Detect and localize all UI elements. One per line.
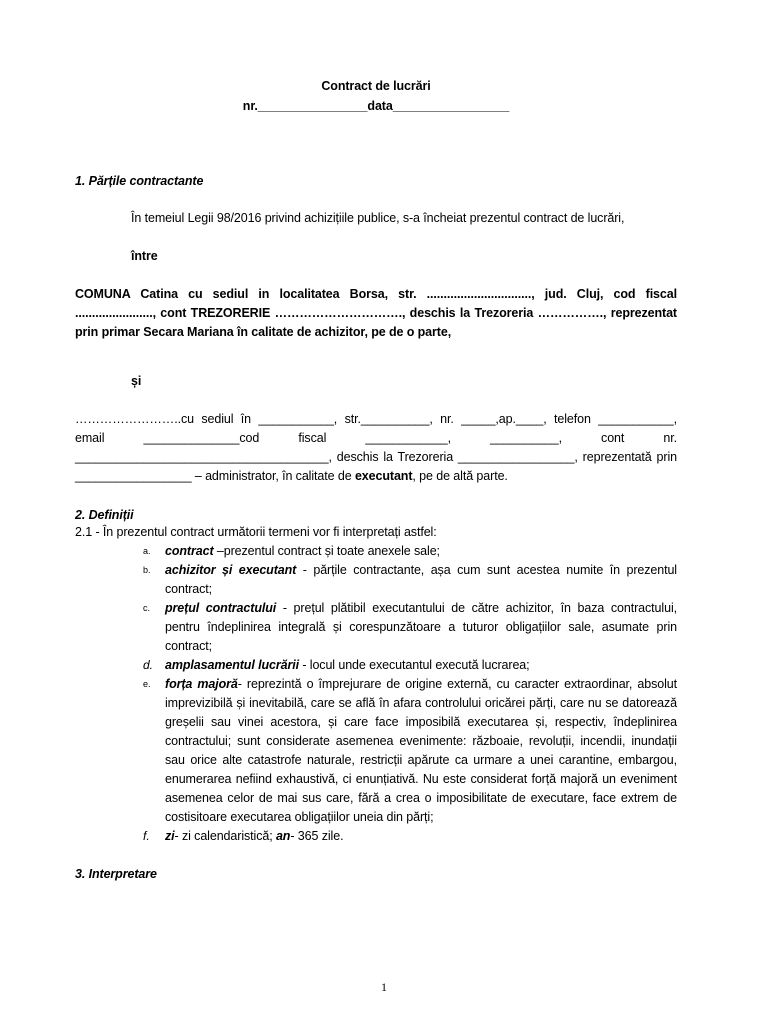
executant-party-paragraph	[75, 410, 677, 486]
page-number: 1	[381, 980, 387, 994]
executant-role: executant	[354, 469, 413, 483]
definition-text: –prezentul contract și toate anexele sale;	[213, 544, 440, 558]
definition-term: amplasamentul lucrării	[165, 658, 299, 672]
definition-text: - reprezintă o împrejurare de origine externă, cu caracter extraordinar, absolut imprevizibilă și inevitabilă, care se află în afara controlului oricărei părți, care nu se datorează greșelii sau vinei acestora, și care face imposibilă executarea și, respectiv, îndeplinirea contractului; sunt considerate asemenea evenimente: războaie, revoluții, incendii, inundații sau orice alte catastrofe naturale, restricții apărute ca urmare a unei carantine, embargou, enumerarea nefiind exhaustivă, ci enunțiativă. Nu este considerat forță majoră un eveniment asemenea celor de mai sus care, fără a crea o imposibilitate de executare, face extrem de costisitoare executarea obligațiilor uneia din părți;	[165, 677, 677, 824]
definition-term: forța majoră	[165, 677, 238, 691]
definition-term: contract	[165, 544, 214, 558]
definition-text: - părțile contractante, așa cum sunt acestea numite în prezentul contract;	[165, 563, 677, 596]
achizitor-party-paragraph: COMUNA Catina cu sediul in localitatea Borsa, str. ..............................., jud. Cluj, cod fiscal ......................., cont TREZORERIE …………………………., deschis la Trezoreria ……………., reprezentat prin primar Secara Mariana în calitate de achizitor, pe de o parte,	[75, 287, 677, 339]
intro-paragraph: În temeiul Legii 98/2016 privind achizițiile publice, s-a încheiat prezentul contract de lucrări,	[131, 211, 625, 225]
and-word: și	[131, 374, 142, 388]
definition-text: - zi calendaristică;	[174, 829, 276, 843]
definition-text: - prețul plătibil executantului de către achizitor, în baza contractului, pentru îndeplinirea integrală și corespunzătoare a tuturor obligațiilor sale, asumate prin contract;	[165, 601, 677, 653]
contract-title: Contract de lucrări	[321, 79, 431, 93]
definition-item-force-majeure	[75, 675, 677, 827]
list-marker: e.	[143, 679, 151, 689]
list-marker: c.	[143, 603, 151, 613]
list-marker: b.	[143, 565, 151, 575]
between-word: între	[131, 249, 158, 263]
definition-term: an	[275, 829, 291, 843]
definition-term: achizitor și executant	[165, 563, 297, 577]
definition-term: zi	[165, 829, 175, 843]
list-marker: d.	[143, 658, 154, 672]
section-heading-interpretation: 3. Interpretare	[75, 867, 157, 881]
executant-details: ……………………..cu sediul în ___________, str.__________, nr. _____,ap.____, telefon ___________, email ______________cod fiscal ____________, __________, cont nr. _____________________________________, deschis la Trezoreria _________________, reprezentată prin _________________ – administrator, în calitate de	[75, 412, 677, 483]
section-heading-definitions: 2. Definiții	[75, 508, 134, 522]
definition-text: - 365 zile.	[290, 829, 344, 843]
contract-number-date-line: nr.________________data_________________	[242, 99, 510, 113]
section-heading-parties: 1. Părțile contractante	[75, 174, 204, 188]
clause-2-1: 2.1 - În prezentul contract următorii termeni vor fi interpretați astfel:	[75, 525, 437, 539]
definition-text: - locul unde executantul execută lucrarea;	[298, 658, 530, 672]
definition-item-day-year	[75, 827, 677, 846]
definition-item-parties	[75, 561, 677, 599]
list-marker: a.	[143, 546, 151, 556]
list-marker: f.	[143, 829, 150, 843]
definition-item-contract	[75, 542, 677, 561]
definition-item-price	[75, 599, 677, 656]
definition-term: prețul contractului	[165, 601, 277, 615]
document-body	[75, 77, 677, 884]
executant-closing: , pe de altă parte.	[412, 469, 508, 483]
definition-item-site	[75, 656, 677, 675]
